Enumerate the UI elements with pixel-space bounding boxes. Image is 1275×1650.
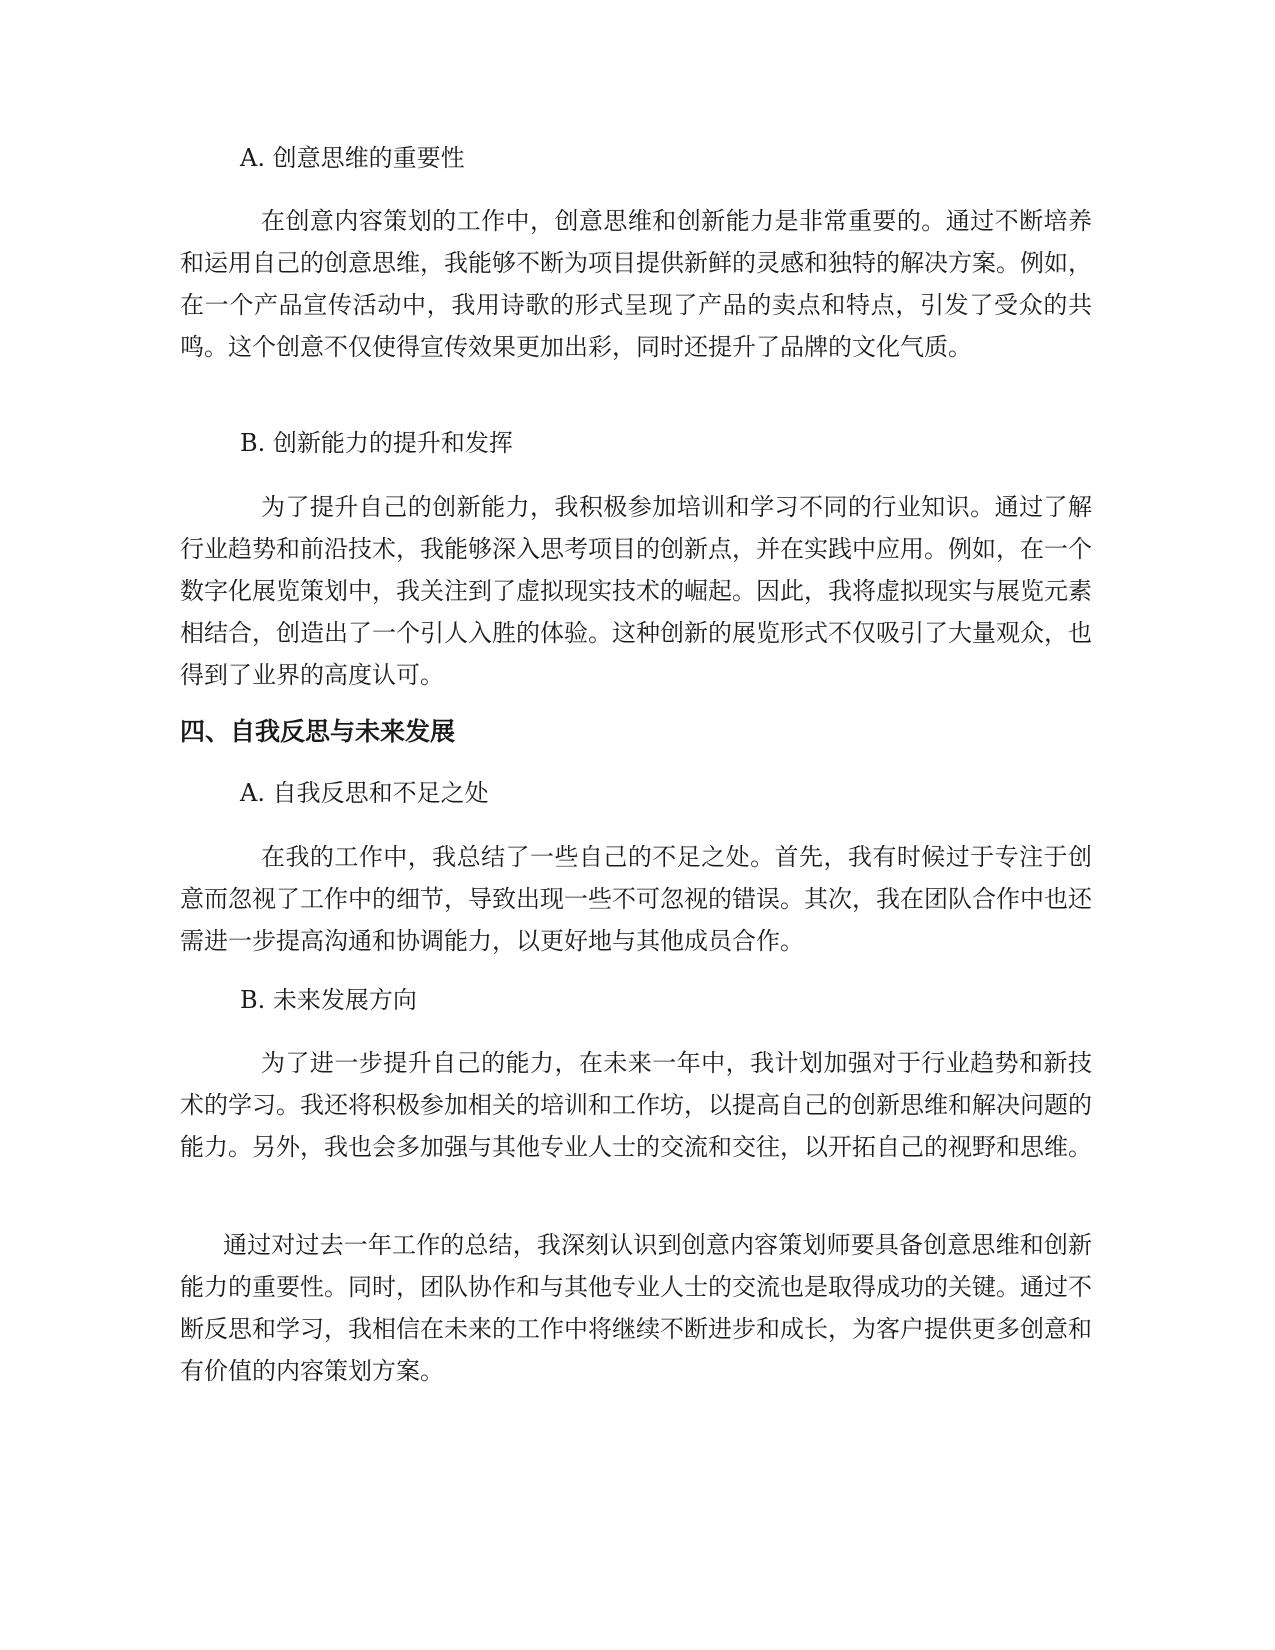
subsection-title-self-reflection: A. 自我反思和不足之处 xyxy=(240,779,489,807)
subsection-title-future-direction: B. 未来发展方向 xyxy=(240,986,417,1014)
paragraph-self-reflection: 在我的工作中，我总结了一些自己的不足之处。首先，我有时候过于专注于创意而忽视了工作中的细节，导致出现一些不可忽视的错误。其次，我在团队合作中也还需进一步提高沟通和协调能力，以更好地与其他成员合作。 xyxy=(180,843,1092,955)
section-heading-reflection-future: 四、自我反思与未来发展 xyxy=(180,717,456,746)
paragraph-conclusion: 通过对过去一年工作的总结，我深刻认识到创意内容策划师要具备创意思维和创新能力的重要性。同时，团队协作和与其他专业人士的交流也是取得成功的关键。通过不断反思和学习，我相信在未来的工作中将继续不断进步和成长，为客户提供更多创意和有价值的内容策划方案。 xyxy=(180,1231,1092,1385)
paragraph-creative-thinking: 在创意内容策划的工作中，创意思维和创新能力是非常重要的。通过不断培养和运用自己的创意思维，我能够不断为项目提供新鲜的灵感和独特的解决方案。例如，在一个产品宣传活动中，我用诗歌的形式呈现了产品的卖点和特点，引发了受众的共鸣。这个创意不仅使得宣传效果更加出彩，同时还提升了品牌的文化气质。 xyxy=(180,207,1092,361)
subsection-title-creative-thinking: A. 创意思维的重要性 xyxy=(240,144,465,172)
subsection-title-innovation-ability: B. 创新能力的提升和发挥 xyxy=(240,429,513,457)
paragraph-innovation-ability: 为了提升自己的创新能力，我积极参加培训和学习不同的行业知识。通过了解行业趋势和前沿技术，我能够深入思考项目的创新点，并在实践中应用。例如，在一个数字化展览策划中，我关注到了虚拟现实技术的崛起。因此，我将虚拟现实与展览元素相结合，创造出了一个引人入胜的体验。这种创新的展览形式不仅吸引了大量观众，也得到了业界的高度认可。 xyxy=(180,493,1092,689)
paragraph-future-direction: 为了进一步提升自己的能力，在未来一年中，我计划加强对于行业趋势和新技术的学习。我还将积极参加相关的培训和工作坊，以提高自己的创新思维和解决问题的能力。另外，我也会多加强与其他专业人士的交流和交往，以开拓自己的视野和思维。 xyxy=(180,1049,1092,1161)
